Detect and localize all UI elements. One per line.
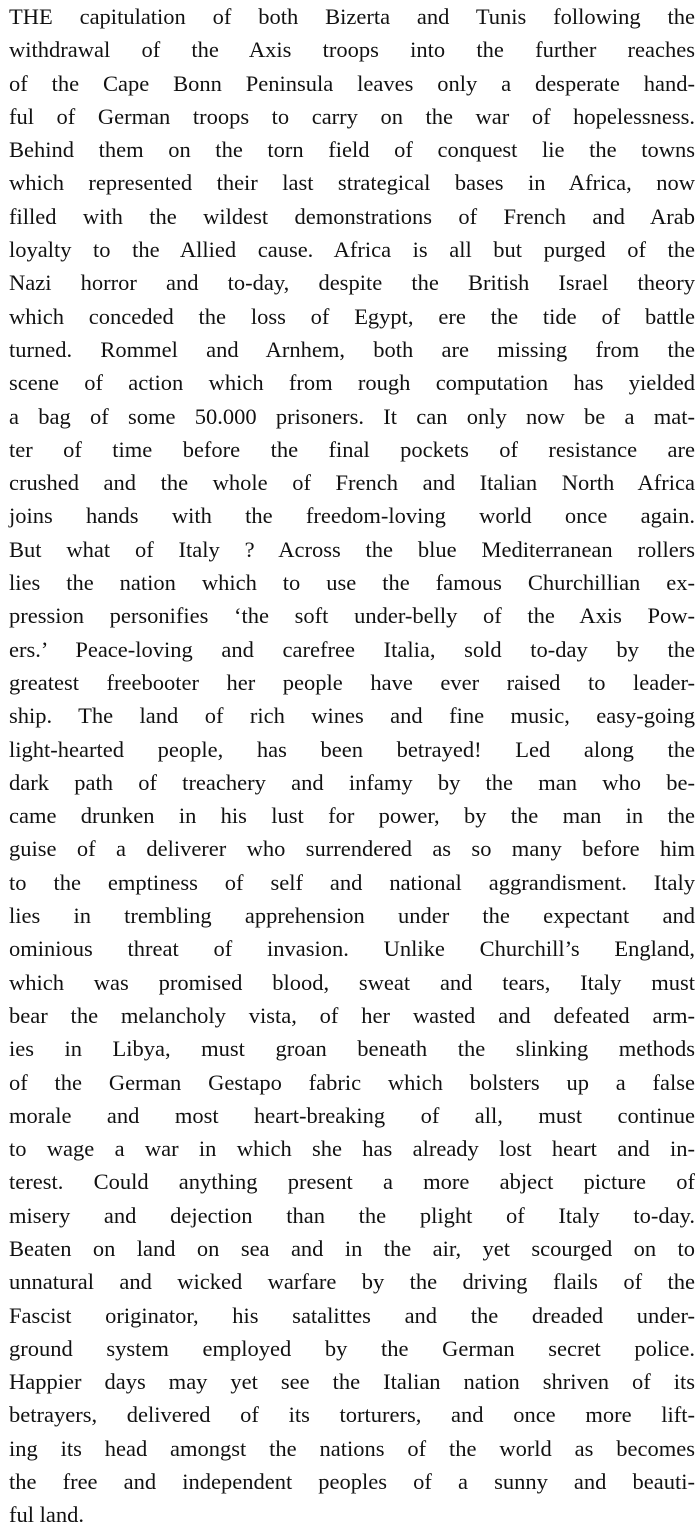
text-line: guise of a deliverer who surrendered as so many before him <box>9 836 695 862</box>
text-line: came drunken in his lust for power, by the man in the <box>9 803 695 829</box>
text-line: Happier days may yet see the Italian nation shriven of its <box>9 1369 695 1395</box>
text-line: dark path of treachery and infamy by the man who be- <box>9 769 695 795</box>
text-line: Behind them on the torn field of conquest lie the towns <box>9 137 695 163</box>
text-line: ers.’ Peace-loving and carefree Italia, sold to-day by the <box>9 636 695 662</box>
text-line: ful land. <box>9 1502 84 1528</box>
text-line: terest. Could anything present a more abject picture of <box>9 1169 695 1195</box>
text-line: scene of action which from rough computation has yielded <box>9 370 695 396</box>
text-line: lies in trembling apprehension under the expectant and <box>9 903 695 929</box>
text-line: But what of Italy ? Across the blue Mediterranean rollers <box>9 536 695 562</box>
text-line: a bag of some 50.000 prisoners. It can only now be a mat- <box>9 403 695 429</box>
text-line: withdrawal of the Axis troops into the further reaches <box>9 37 695 63</box>
text-line: to the emptiness of self and national aggrandisment. Italy <box>9 869 695 895</box>
text-line: filled with the wildest demonstrations of French and Arab <box>9 203 695 229</box>
text-line: pression personifies ‘the soft under-belly of the Axis Pow- <box>9 603 695 629</box>
text-line: ies in Libya, must groan beneath the slinking methods <box>9 1036 695 1062</box>
text-line: betrayers, delivered of its torturers, and once more lift- <box>9 1402 695 1428</box>
text-line: ful of German troops to carry on the war of hopelessness. <box>9 103 695 129</box>
text-line: unnatural and wicked warfare by the driving flails of the <box>9 1269 695 1295</box>
text-line: THE capitulation of both Bizerta and Tunis following the <box>9 4 695 29</box>
text-line: ship. The land of rich wines and fine music, easy-going <box>9 703 695 729</box>
text-line: loyalty to the Allied cause. Africa is all but purged of the <box>9 237 695 263</box>
text-line: which was promised blood, sweat and tears, Italy must <box>9 969 695 995</box>
text-line: ter of time before the final pockets of resistance are <box>9 436 695 462</box>
text-line: light-hearted people, has been betrayed! Led along the <box>9 736 695 762</box>
text-line: ing its head amongst the nations of the world as becomes <box>9 1435 695 1461</box>
text-line: ground system employed by the German secret police. <box>9 1335 695 1361</box>
text-line: lies the nation which to use the famous Churchillian ex- <box>9 570 695 596</box>
text-line: ominious threat of invasion. Unlike Churchill’s England, <box>9 936 695 962</box>
text-line: to wage a war in which she has already lost heart and in- <box>9 1136 695 1162</box>
article-body <box>9 0 695 1532</box>
text-line: misery and dejection than the plight of Italy to-day. <box>9 1202 695 1228</box>
text-line: of the Cape Bonn Peninsula leaves only a desperate hand- <box>9 70 695 96</box>
text-line: which conceded the loss of Egypt, ere the tide of battle <box>9 303 695 329</box>
text-line: Nazi horror and to-day, despite the British Israel theory <box>9 270 695 296</box>
text-line: Fascist originator, his satalittes and the dreaded under- <box>9 1302 695 1328</box>
text-line: joins hands with the freedom-loving world once again. <box>9 503 695 529</box>
text-line: the free and independent peoples of a sunny and beauti- <box>9 1469 695 1495</box>
text-line: bear the melancholy vista, of her wasted and defeated arm- <box>9 1002 695 1028</box>
text-line: greatest freebooter her people have ever raised to leader- <box>9 669 695 695</box>
text-line: which represented their last strategical bases in Africa, now <box>9 170 695 196</box>
text-line: turned. Rommel and Arnhem, both are missing from the <box>9 336 695 362</box>
text-line: morale and most heart-breaking of all, must continue <box>9 1102 695 1128</box>
text-line: of the German Gestapo fabric which bolsters up a false <box>9 1069 695 1095</box>
text-line: crushed and the whole of French and Italian North Africa <box>9 470 695 496</box>
text-line: Beaten on land on sea and in the air, yet scourged on to <box>9 1235 695 1261</box>
